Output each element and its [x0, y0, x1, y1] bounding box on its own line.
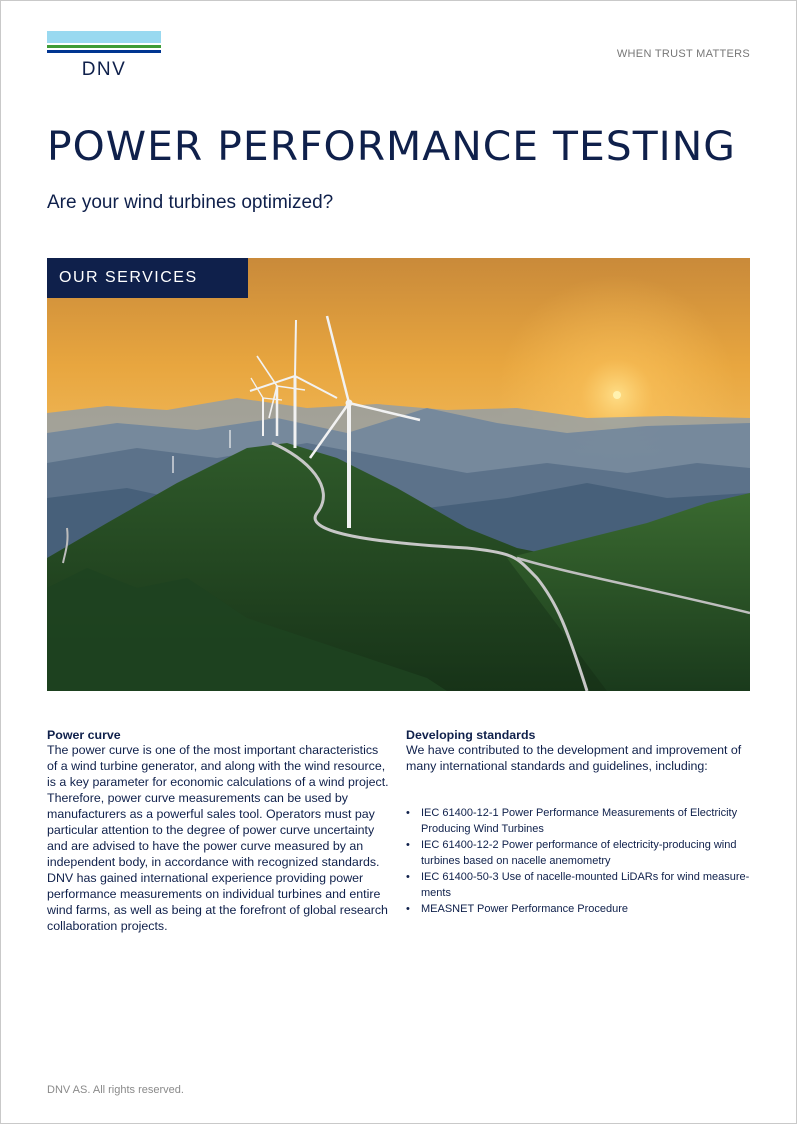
developing-standards-heading: Developing standards [406, 728, 536, 742]
bullet-icon: • [406, 871, 410, 883]
footer-copyright: DNV AS. All rights reserved. [47, 1084, 184, 1096]
standards-list [406, 805, 751, 917]
power-curve-heading: Power curve [47, 728, 121, 742]
list-item: • IEC 61400-50-3 Use of nacelle-mounted LiDARs for wind measure-ments [406, 871, 750, 899]
list-item: • MEASNET Power Performance Procedure [406, 903, 629, 915]
list-item: • IEC 61400-12-2 Power performance of electricity-producing wind turbines based on nacelle anemometry [406, 839, 737, 867]
tagline: WHEN TRUST MATTERS [616, 48, 750, 60]
list-item: • IEC 61400-12-1 Power Performance Measurements of Electricity Producing Wind Turbines [406, 807, 738, 835]
logo-text: DNV [81, 59, 127, 80]
bullet-icon: • [406, 903, 410, 915]
page-subtitle: Are your wind turbines optimized? [47, 192, 334, 213]
bullet-icon: • [406, 839, 410, 851]
power-curve-body: The power curve is one of the most important characteristics of a wind turbine generator, and along with the wind resource, is a key parameter for economic calculations of a wind project. Therefore, power curve measurements can be used by manufacturers as a powerful sales tool. Operators must pay particular attention to the degree of power curve uncertainty and are advised to have the power curve measured by an independent body, in accordance with recognized standards. DNV has gained international experience providing power performance measurements on individual turbines and entire wind farms, as well as being at the forefront of global research collaboration projects. [47, 743, 389, 933]
dnv-logo [47, 31, 161, 81]
bullet-icon: • [406, 807, 410, 819]
hero-image [47, 258, 750, 691]
developing-standards-intro: We have contributed to the development and improvement of many international standards and guidelines, including: [406, 743, 742, 773]
our-services-tag: OUR SERVICES [47, 258, 248, 298]
developing-standards-section [406, 728, 751, 917]
page-title: POWER PERFORMANCE TESTING [47, 124, 736, 170]
power-curve-section [47, 728, 392, 934]
